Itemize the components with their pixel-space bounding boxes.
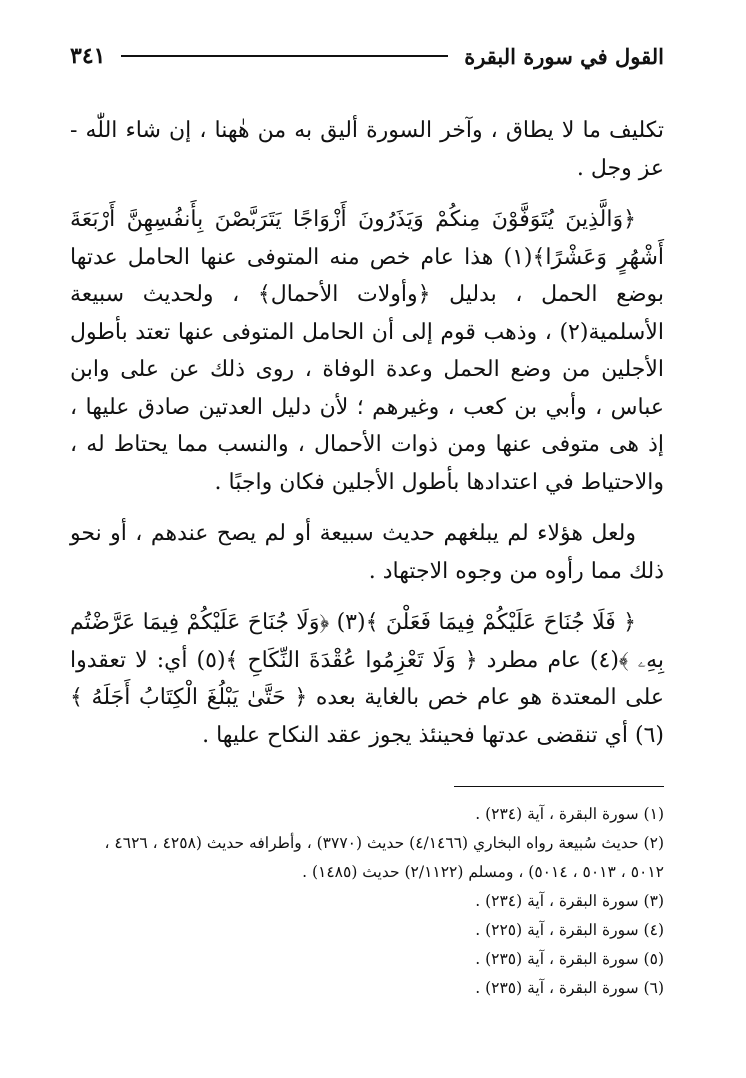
footnote-2: (٢) حديث سُبيعة رواه البخاري (٤/١٤٦٦) حديث (٣٧٧٠) ، وأطرافه حديث (٤٢٥٨ ، ٤٦٢٦ ، ٥٠١٢ ، ٥٠١٣ ، ٥٠١٤) ، ومسلم (٢/١١٢٢) حديث (١٤٨٥) . xyxy=(104,834,664,881)
footnote-separator xyxy=(454,786,664,787)
footnote-6: (٦) سورة البقرة ، آية (٢٣٥) . xyxy=(475,979,664,997)
header-rule xyxy=(121,55,448,57)
main-text xyxy=(70,112,664,754)
paragraph-4: ﴿ فَلَا جُنَاحَ عَلَيْكُمْ فِيمَا فَعَلْنَ ﴾(٣) ﴿وَلَا جُنَاحَ عَلَيْكُمْ فِيمَا عَرَّضْتُم بِهِۦ ﴾(٤) عام مطرد ﴿ وَلَا تَعْزِمُوا عُقْدَةَ النِّكَاحِ ﴾(٥) أي: لا تعقدوا على المعتدة هو عام خص بالغاية بعده ﴿ حَتَّىٰ يَبْلُغَ الْكِتَابُ أَجَلَهُ ﴾(٦) أي تنقضى عدتها فحينئذ يجوز عقد النكاح عليها . xyxy=(70,610,664,748)
paragraph-3: ولعل هؤلاء لم يبلغهم حديث سبيعة أو لم يصح عندهم ، أو نحو ذلك مما رأوه من وجوه الاجتهاد . xyxy=(70,521,664,584)
footnote-5: (٥) سورة البقرة ، آية (٢٣٥) . xyxy=(475,950,664,968)
footnote-4: (٤) سورة البقرة ، آية (٢٢٥) . xyxy=(475,921,664,939)
paragraph-1: تكليف ما لا يطاق ، وآخر السورة أليق به من هٰهنا ، إن شاء اللّٰه - عز وجل . xyxy=(70,118,664,181)
footnote-1: (١) سورة البقرة ، آية (٢٣٤) . xyxy=(475,805,664,823)
footnote-3: (٣) سورة البقرة ، آية (٢٣٤) . xyxy=(475,892,664,910)
paragraph-2: ﴿وَالَّذِينَ يُتَوَفَّوْنَ مِنكُمْ وَيَذَرُونَ أَزْوَاجًا يَتَرَبَّصْنَ بِأَنفُسِهِنَّ أَرْبَعَةَ أَشْهُرٍ وَعَشْرًا﴾(١) هذا عام خص منه المتوفى عنها الحامل عدتها بوضع الحمل ، بدليل ﴿وأولات الأحمال﴾ ، ولحديث سبيعة الأسلمية(٢) ، وذهب قوم إلى أن الحامل المتوفى عنها تعتد بأطول الأجلين من وضع الحمل وعدة الوفاة ، روى ذلك عن على وابن عباس ، وأبي بن كعب ، وغيرهم ؛ لأن دليل العدتين صادق عليها ، إذ هى متوفى عنها ومن ذوات الأحمال ، والنسب مما يحتاط له ، والاحتياط في اعتدادها بأطول الأجلين فكان واجبًا . xyxy=(70,207,664,495)
header-title: القول في سورة البقرة xyxy=(464,43,664,69)
page-number: ٣٤١ xyxy=(70,43,106,69)
footnotes xyxy=(70,800,664,1003)
running-header xyxy=(70,36,664,76)
